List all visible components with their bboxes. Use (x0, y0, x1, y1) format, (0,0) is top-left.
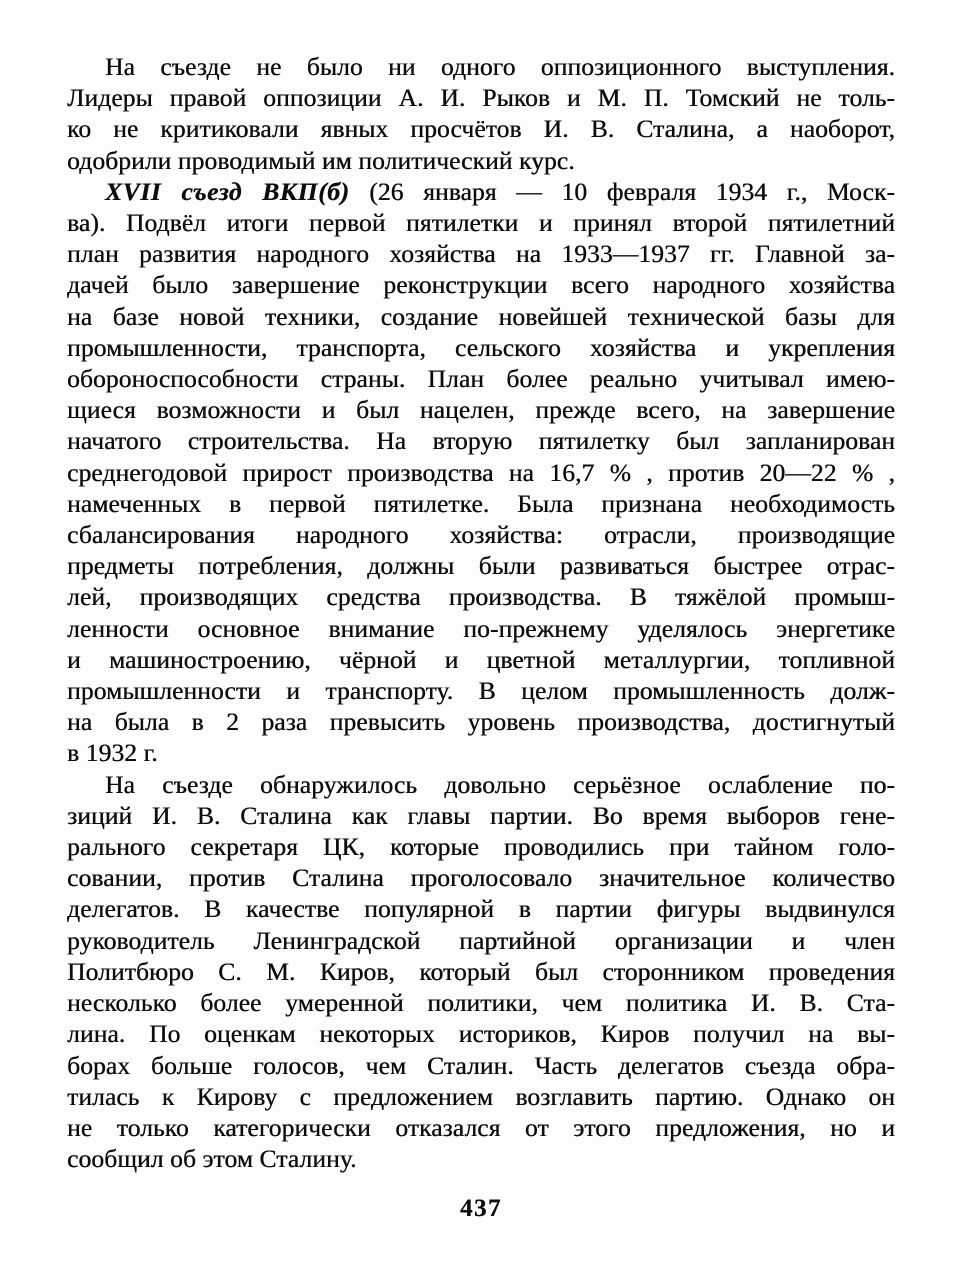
text-line: сообщил об этом Сталину. (67, 1144, 357, 1174)
page-number: 437 (460, 1195, 502, 1223)
text-line: предметы потребления, должны были развиваться быстрее отрас- (67, 551, 895, 581)
text-line: ва). Подвёл итоги первой пятилетки и принял второй пятилетний (67, 208, 895, 238)
text-line: намеченных в первой пятилетке. Была признана необходимость (67, 488, 895, 518)
text-line: Лидеры правой оппозиции А. И. Рыков и М. П. Томский не толь- (67, 83, 895, 113)
text-line: не только категорически отказался от этого предложения, но и (67, 1112, 895, 1142)
text-line: ко не критиковали явных просчётов И. В. Сталина, а наоборот, (67, 114, 895, 144)
text-line: щиеся возможности и был нацелен, прежде всего, на завершение (67, 395, 895, 425)
text-line: лей, производящих средства производства. В тяжёлой промыш- (67, 582, 895, 612)
text-line: руководитель Ленинградской партийной организации и член (67, 925, 895, 955)
book-page (67, 51, 895, 1223)
text-line: промышленности и транспорту. В целом промышленность долж- (67, 676, 895, 706)
text-line: рального секретаря ЦК, которые проводились при тайном голо- (67, 832, 895, 862)
text-line: обороноспособности страны. План более реально учитывал имею- (67, 364, 895, 394)
term-highlight: XVII съезд ВКП(б) (105, 176, 350, 206)
text-line: промышленности, транспорта, сельского хозяйства и укрепления (67, 332, 895, 362)
text-line: делегатов. В качестве популярной в партии фигуры выдвинулся (67, 894, 895, 924)
text-line: на базе новой техники, создание новейшей технической базы для (67, 301, 895, 331)
text-line: среднегодовой прирост производства на 16,7 % , против 20—22 % , (67, 457, 895, 487)
text-line: в 1932 г. (67, 738, 158, 768)
text-line: одобрили проводимый им политический курс. (67, 145, 575, 175)
text-line: несколько более умеренной политики, чем политика И. В. Ста- (67, 988, 895, 1018)
text-block (67, 51, 895, 1174)
paragraph (67, 51, 895, 176)
paragraph (67, 769, 895, 1175)
text-line: зиций И. В. Сталина как главы партии. Во время выборов гене- (67, 800, 895, 830)
text-line: тилась к Кирову с предложением возглавить партию. Однако он (67, 1081, 895, 1111)
text-line: дачей было завершение реконструкции всего народного хозяйства (67, 270, 895, 300)
text-line: и машиностроению, чёрной и цветной металлургии, топливной (67, 644, 895, 674)
text-line: план развития народного хозяйства на 1933—1937 гг. Главной за- (67, 239, 895, 269)
paragraph (67, 176, 895, 769)
text-line: ленности основное внимание по-прежнему уделялось энергетике (67, 613, 895, 643)
text-line: на была в 2 раза превысить уровень производства, достигнутый (67, 707, 895, 737)
text-line: На съезде обнаружилось довольно серьёзное ослабление по- (105, 769, 895, 799)
text-line: На съезде не было ни одного оппозиционного выступления. (105, 52, 895, 81)
text-line: совании, против Сталина проголосовало значительное количество (67, 863, 895, 893)
text-line: борах больше голосов, чем Сталин. Часть делегатов съезда обра- (67, 1050, 895, 1080)
text-line: Политбюро С. М. Киров, который был сторонником проведения (67, 956, 895, 986)
text-line: XVII съезд ВКП(б) (26 января — 10 февраля 1934 г., Моск- (105, 176, 895, 206)
text-line: начатого строительства. На вторую пятилетку был запланирован (67, 426, 895, 456)
text-line: лина. По оценкам некоторых историков, Киров получил на вы- (67, 1019, 895, 1049)
text-line: сбалансирования народного хозяйства: отрасли, производящие (67, 520, 895, 550)
